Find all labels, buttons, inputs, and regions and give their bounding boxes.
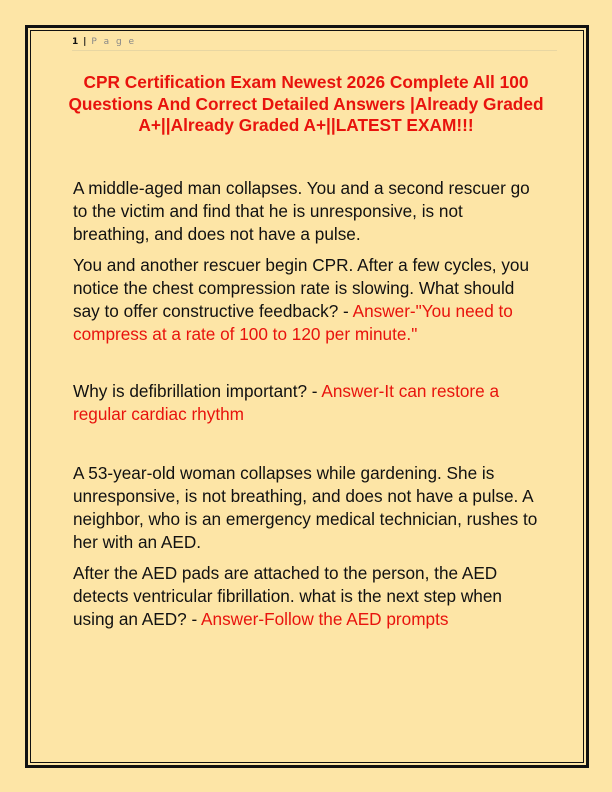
- page-number: 1: [72, 37, 79, 47]
- document-title: CPR Certification Exam Newest 2026 Complete All 100 Questions And Correct Detailed Answers |Already Graded A+||Already Graded A+||LATEST EXAM!!!: [68, 72, 544, 135]
- scenario-text: A middle-aged man collapses. You and a second rescuer go to the victim and find that he is unresponsive, is not breathing, and does not have a pulse.: [73, 178, 530, 244]
- question-block: [73, 254, 543, 346]
- qa-item-2: [73, 380, 543, 426]
- question-block: [73, 380, 543, 426]
- question-text: After the AED pads are attached to the person, the AED detects ventricular fibrillation. what is the next step when using an AED? -: [73, 563, 502, 629]
- header-separator: |: [83, 37, 87, 47]
- question-text: You and another rescuer begin CPR. After a few cycles, you notice the chest compression rate is slowing. What should say to offer constructive feedback? -: [73, 255, 530, 321]
- qa-item-1: [73, 177, 543, 346]
- answer-text: Answer-"You need to compress at a rate of 100 to 120 per minute.": [73, 301, 513, 344]
- question-text: Why is defibrillation important? -: [73, 381, 322, 401]
- page-label: P a g e: [91, 37, 137, 47]
- question-block: [73, 562, 543, 631]
- answer-text: Answer-Follow the AED prompts: [201, 609, 449, 629]
- scenario-text: A 53-year-old woman collapses while gardening. She is unresponsive, is not breathing, and does not have a pulse. A neighbor, who is an emergency medical technician, rushes to her with an AED.: [73, 463, 538, 552]
- page-header: [72, 37, 136, 47]
- answer-text: Answer-It can restore a regular cardiac rhythm: [73, 381, 500, 424]
- header-divider: [72, 50, 557, 51]
- qa-item-3: [73, 462, 543, 631]
